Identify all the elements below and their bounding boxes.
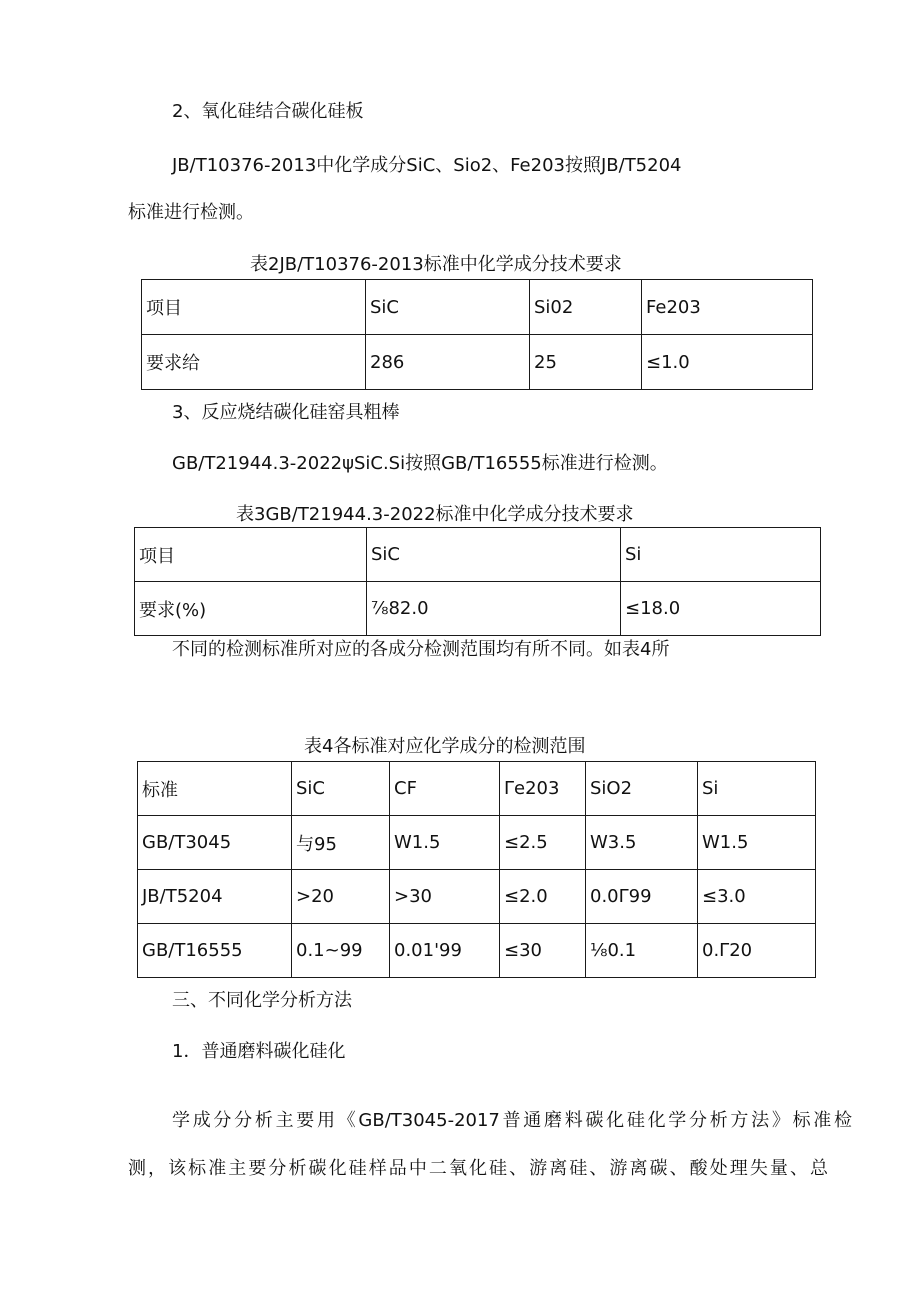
table-row: [142, 335, 813, 390]
table2-cell: 要求给: [142, 335, 366, 390]
table3-cell: ≤18.0: [621, 582, 821, 636]
table2-cell: 25: [530, 335, 642, 390]
section3-heading: 3、反应烧结碳化硅窑具粗棒: [172, 402, 400, 423]
table4-cell: JB/T5204: [138, 870, 292, 924]
table-row: [135, 528, 821, 582]
table4-header-cell: SiO2: [586, 762, 698, 816]
table3-header-cell: 项目: [135, 528, 367, 582]
table-row: [138, 870, 816, 924]
section-three-paragraph-line1: 学成分分析主要用《GB/T3045-2017普通磨料碳化硅化学分析方法》标准检: [172, 1110, 852, 1131]
section3-paragraph: GB/T21944.3-2022ψSiC.Si按照GB/T16555标准进行检测。: [172, 453, 668, 474]
table4-header-cell: Si: [698, 762, 816, 816]
section-three-heading: 三、不同化学分析方法: [172, 990, 352, 1011]
section2-heading: 2、氧化硅结合碳化硅板: [172, 101, 364, 122]
table2-cell: ≤1.0: [642, 335, 813, 390]
table4-cell: ≤2.5: [500, 816, 586, 870]
table4-header-cell: 标准: [138, 762, 292, 816]
table4-cell: >30: [390, 870, 500, 924]
table4-header-cell: SiC: [292, 762, 390, 816]
table-row: [142, 280, 813, 335]
table2: [141, 279, 813, 390]
table4-cell: W1.5: [698, 816, 816, 870]
table4-cell: ≤2.0: [500, 870, 586, 924]
table4-cell: 0.1~99: [292, 924, 390, 978]
table4-cell: 0.01'99: [390, 924, 500, 978]
table3-cell: 要求(%): [135, 582, 367, 636]
table3-caption: 表3GB/T21944.3-2022标准中化学成分技术要求: [236, 504, 634, 525]
section2-paragraph-line1: JB/T10376-2013中化学成分SiC、Sio2、Fe203按照JB/T5204: [172, 155, 682, 176]
table4-cell: W3.5: [586, 816, 698, 870]
table3-header-cell: SiC: [367, 528, 621, 582]
subsection-1-heading: 1．普通磨料碳化硅化: [172, 1041, 346, 1062]
table2-header-cell: SiC: [366, 280, 530, 335]
table4-caption: 表4各标准对应化学成分的检测范围: [304, 736, 586, 757]
table2-cell: 286: [366, 335, 530, 390]
table4-cell: ⅛0.1: [586, 924, 698, 978]
table4-cell: 0.Γ20: [698, 924, 816, 978]
table4-cell: GB/T16555: [138, 924, 292, 978]
table4: [137, 761, 816, 978]
table3-cell: ⅞82.0: [367, 582, 621, 636]
table4-cell: GB/T3045: [138, 816, 292, 870]
table4-cell: 与95: [292, 816, 390, 870]
table-row: [135, 582, 821, 636]
table4-intro: 不同的检测标准所对应的各成分检测范围均有所不同。如表4所: [172, 639, 670, 660]
table4-cell: >20: [292, 870, 390, 924]
table2-header-cell: 项目: [142, 280, 366, 335]
table4-cell: ≤3.0: [698, 870, 816, 924]
table4-header-cell: Γe203: [500, 762, 586, 816]
table2-header-cell: Fe203: [642, 280, 813, 335]
table4-cell: 0.0Γ99: [586, 870, 698, 924]
table2-caption: 表2JB/T10376-2013标准中化学成分技术要求: [250, 254, 622, 275]
table4-header-cell: CF: [390, 762, 500, 816]
table-row: [138, 816, 816, 870]
table-row: [138, 924, 816, 978]
section2-paragraph-line2: 标准进行检测。: [128, 202, 254, 223]
table3-header-cell: Si: [621, 528, 821, 582]
table-row: [138, 762, 816, 816]
table4-cell: W1.5: [390, 816, 500, 870]
table4-cell: ≤30: [500, 924, 586, 978]
table2-header-cell: Si02: [530, 280, 642, 335]
section-three-paragraph-line2: 测，该标准主要分析碳化硅样品中二氧化硅、游离硅、游离碳、酸处理失量、总: [128, 1158, 828, 1179]
table3: [134, 527, 821, 636]
